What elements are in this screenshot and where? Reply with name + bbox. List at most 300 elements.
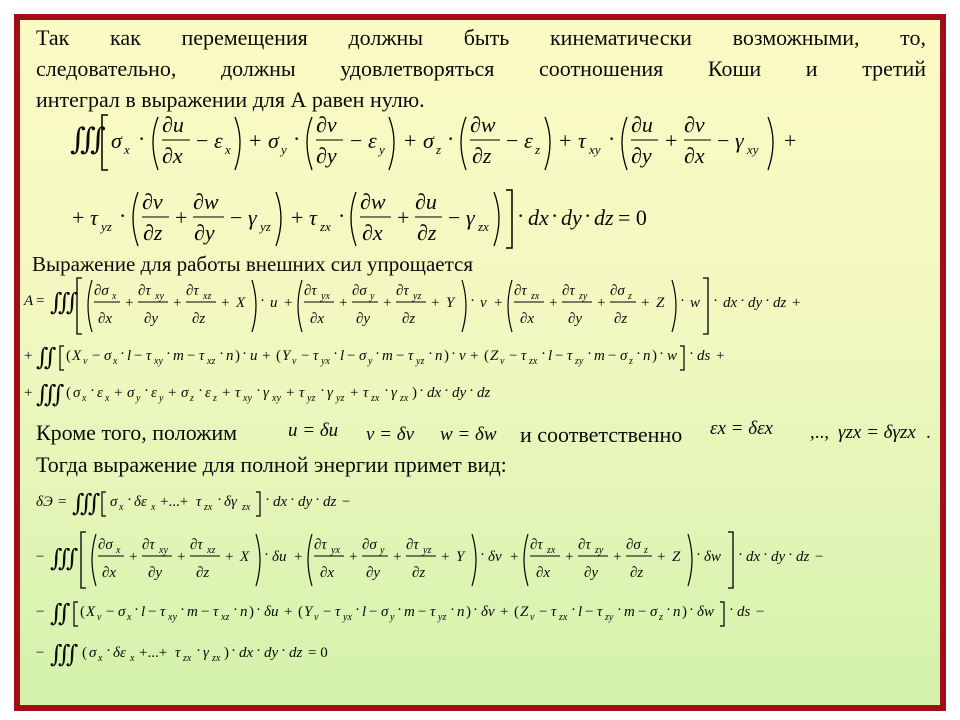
svg-text:z: z bbox=[190, 393, 194, 404]
svg-text:xz: xz bbox=[207, 356, 216, 367]
svg-text:(: ( bbox=[66, 385, 71, 401]
svg-text:m: m bbox=[173, 348, 184, 364]
svg-text:∂z: ∂z bbox=[412, 565, 426, 581]
svg-text:−: − bbox=[347, 348, 356, 364]
svg-text:τ: τ bbox=[335, 604, 341, 620]
svg-text:y: y bbox=[281, 142, 287, 157]
svg-text:+: + bbox=[565, 549, 574, 565]
svg-text:−: − bbox=[448, 205, 461, 230]
svg-text:−: − bbox=[418, 604, 427, 620]
svg-text:xy: xy bbox=[159, 545, 168, 556]
svg-text:∂x: ∂x bbox=[310, 311, 325, 327]
svg-text:y: y bbox=[380, 545, 385, 556]
svg-text:−: − bbox=[396, 348, 405, 364]
svg-text:∂x: ∂x bbox=[98, 311, 113, 327]
svg-text:·: · bbox=[689, 602, 694, 618]
svg-text:∂τ: ∂τ bbox=[578, 537, 591, 553]
svg-text:+: + bbox=[383, 295, 392, 311]
svg-text:·: · bbox=[138, 126, 146, 151]
svg-text:·: · bbox=[469, 383, 474, 399]
svg-text:δv: δv bbox=[488, 549, 502, 565]
svg-text:∂y: ∂y bbox=[194, 220, 215, 245]
energy-heading: Тогда выражение для полной энергии примет вид: bbox=[36, 452, 507, 477]
svg-text:·: · bbox=[763, 547, 768, 563]
svg-text:−: − bbox=[555, 348, 564, 364]
svg-text:l: l bbox=[127, 348, 132, 364]
svg-text:∂σ: ∂σ bbox=[362, 537, 377, 553]
svg-text:v: v bbox=[459, 348, 466, 364]
epsilon-variation: εx = δεx bbox=[710, 418, 773, 439]
svg-text:zx: zx bbox=[559, 612, 568, 623]
svg-text:τ: τ bbox=[430, 604, 436, 620]
svg-text:τ: τ bbox=[90, 205, 98, 230]
svg-text:+: + bbox=[559, 128, 572, 153]
svg-text:y: y bbox=[368, 356, 373, 367]
svg-text:dx: dx bbox=[528, 205, 549, 230]
svg-text:u: u bbox=[270, 295, 278, 311]
svg-text:+...+: +...+ bbox=[139, 645, 168, 661]
svg-text:v: v bbox=[530, 612, 535, 623]
intro-line-1: Так как перемещения должны быть кинематически возможными, то, bbox=[36, 25, 926, 50]
svg-text:·: · bbox=[636, 346, 641, 362]
svg-text:−: − bbox=[756, 604, 765, 620]
svg-text:dz: dz bbox=[323, 494, 337, 510]
svg-text:·: · bbox=[106, 643, 111, 659]
svg-text:·: · bbox=[242, 346, 247, 362]
svg-text:x: x bbox=[105, 393, 110, 404]
svg-text:ε: ε bbox=[205, 385, 211, 401]
svg-text:·: · bbox=[680, 293, 685, 309]
svg-text:∂τ: ∂τ bbox=[562, 283, 575, 299]
svg-text:+: + bbox=[470, 348, 479, 364]
svg-text:dy: dy bbox=[748, 295, 763, 311]
svg-text:+: + bbox=[286, 385, 295, 401]
svg-text:∂τ: ∂τ bbox=[406, 537, 419, 553]
svg-text:ds: ds bbox=[737, 604, 751, 620]
svg-text:): ) bbox=[466, 604, 471, 620]
intro-line-2: следовательно, должны удовлетворяться соотношения Коши и третий bbox=[36, 56, 926, 81]
svg-text:x: x bbox=[225, 142, 231, 157]
svg-text:τ: τ bbox=[551, 604, 557, 620]
svg-text:z: z bbox=[628, 291, 632, 302]
svg-text:dz: dz bbox=[594, 205, 614, 230]
svg-text:v: v bbox=[97, 612, 102, 623]
svg-text:+: + bbox=[613, 549, 622, 565]
svg-text:A: A bbox=[24, 293, 34, 309]
svg-text:∂σ: ∂σ bbox=[352, 283, 367, 299]
svg-text:dx: dx bbox=[273, 494, 288, 510]
svg-text:τ: τ bbox=[175, 645, 181, 661]
moreover-resp: и соответственно bbox=[520, 422, 683, 447]
svg-text:∭: ∭ bbox=[70, 123, 106, 156]
svg-text:+: + bbox=[72, 205, 85, 230]
intro-line-3: интеграл в выражении для А равен нулю. bbox=[36, 87, 425, 112]
svg-text:γ: γ bbox=[248, 205, 257, 230]
svg-text:σ: σ bbox=[110, 494, 118, 510]
gamma-variation: γzx = δγzx bbox=[838, 422, 916, 443]
svg-text:v: v bbox=[83, 356, 88, 367]
svg-text:dz: dz bbox=[796, 549, 810, 565]
svg-text:zx: zx bbox=[242, 502, 251, 513]
svg-text:∂τ: ∂τ bbox=[530, 537, 543, 553]
svg-text:−: − bbox=[187, 348, 196, 364]
svg-text:+: + bbox=[175, 205, 188, 230]
svg-text:·: · bbox=[375, 346, 380, 362]
svg-text:·: · bbox=[256, 643, 261, 659]
svg-text:x: x bbox=[124, 142, 130, 157]
svg-text:∂x: ∂x bbox=[520, 311, 535, 327]
svg-text:+: + bbox=[24, 385, 33, 401]
svg-text:γ: γ bbox=[327, 385, 333, 401]
svg-text:dy: dy bbox=[771, 549, 786, 565]
svg-text:·: · bbox=[196, 643, 201, 659]
svg-text:+: + bbox=[641, 295, 650, 311]
svg-text:zx: zx bbox=[212, 653, 221, 664]
svg-text:∂z: ∂z bbox=[192, 311, 206, 327]
svg-text:∂u: ∂u bbox=[162, 112, 184, 137]
svg-text:v: v bbox=[480, 295, 487, 311]
svg-text:·: · bbox=[551, 203, 559, 228]
u-variation: u = δu bbox=[288, 420, 339, 441]
svg-text:X: X bbox=[240, 549, 250, 565]
svg-text:l: l bbox=[578, 604, 583, 620]
svg-text:z: z bbox=[213, 393, 217, 404]
svg-text:∂σ: ∂σ bbox=[610, 283, 625, 299]
svg-text:Y: Y bbox=[456, 549, 465, 565]
svg-text:δu: δu bbox=[272, 549, 287, 565]
svg-text:σ: σ bbox=[89, 645, 97, 661]
svg-text:·: · bbox=[119, 203, 127, 228]
svg-text:·: · bbox=[765, 293, 770, 309]
svg-text:+: + bbox=[350, 385, 359, 401]
svg-text:∂u: ∂u bbox=[631, 112, 653, 137]
svg-text:·: · bbox=[256, 383, 261, 399]
svg-text:yz: yz bbox=[423, 545, 432, 556]
svg-text:+: + bbox=[177, 549, 186, 565]
svg-text:∭: ∭ bbox=[50, 290, 79, 316]
svg-text:·: · bbox=[231, 643, 236, 659]
svg-text:Y: Y bbox=[282, 348, 291, 364]
svg-text:∂y: ∂y bbox=[584, 565, 599, 581]
svg-text:σ: σ bbox=[118, 604, 126, 620]
svg-text:∂τ: ∂τ bbox=[138, 283, 151, 299]
svg-text:·: · bbox=[217, 492, 222, 508]
svg-text:zx: zx bbox=[478, 219, 489, 234]
svg-text:zx: zx bbox=[531, 291, 540, 302]
svg-text:∂z: ∂z bbox=[630, 565, 644, 581]
svg-text:xz: xz bbox=[207, 545, 216, 556]
svg-text:yx: yx bbox=[321, 291, 330, 302]
svg-text:zy: zy bbox=[575, 356, 584, 367]
svg-text:τ: τ bbox=[363, 385, 369, 401]
moreover-lead: Кроме того, положим bbox=[36, 420, 238, 445]
svg-text:∂z: ∂z bbox=[402, 311, 416, 327]
svg-text:·: · bbox=[659, 346, 664, 362]
ellipsis: ,.., bbox=[810, 422, 829, 443]
svg-text:−: − bbox=[539, 604, 548, 620]
svg-text:zx: zx bbox=[183, 653, 192, 664]
svg-text:+: + bbox=[284, 295, 293, 311]
svg-text:τ: τ bbox=[578, 128, 586, 153]
svg-text:σ: σ bbox=[104, 348, 112, 364]
svg-text:·: · bbox=[90, 383, 95, 399]
svg-text:l: l bbox=[362, 604, 367, 620]
svg-text:n: n bbox=[226, 348, 234, 364]
svg-text:·: · bbox=[473, 602, 478, 618]
svg-text:∂x: ∂x bbox=[102, 565, 117, 581]
svg-text:σ: σ bbox=[423, 128, 434, 153]
svg-text:zy: zy bbox=[605, 612, 614, 623]
svg-text:y: y bbox=[390, 612, 395, 623]
svg-text:l: l bbox=[141, 604, 146, 620]
svg-text:n: n bbox=[435, 348, 443, 364]
svg-text:−: − bbox=[506, 128, 519, 153]
svg-text:z: z bbox=[436, 142, 442, 157]
svg-text:w: w bbox=[667, 348, 678, 364]
svg-text:γ: γ bbox=[391, 385, 397, 401]
svg-text:Z: Z bbox=[672, 549, 681, 565]
svg-text:σ: σ bbox=[359, 348, 367, 364]
svg-text:·: · bbox=[541, 346, 546, 362]
svg-text:∂x: ∂x bbox=[362, 220, 383, 245]
svg-text:∂τ: ∂τ bbox=[304, 283, 317, 299]
svg-text:X: X bbox=[72, 348, 82, 364]
svg-text:·: · bbox=[729, 602, 734, 618]
svg-text:y: y bbox=[136, 393, 141, 404]
svg-text:xy: xy bbox=[155, 291, 164, 302]
svg-text:+: + bbox=[291, 205, 304, 230]
svg-text:δw: δw bbox=[704, 549, 721, 565]
svg-text:zx: zx bbox=[547, 545, 556, 556]
svg-text:σ: σ bbox=[620, 348, 628, 364]
svg-text:): ) bbox=[412, 385, 417, 401]
svg-text:z: z bbox=[659, 612, 663, 623]
svg-text:(: ( bbox=[514, 604, 519, 620]
svg-text:ε: ε bbox=[214, 128, 223, 153]
svg-text:∂τ: ∂τ bbox=[396, 283, 409, 299]
svg-text:·: · bbox=[666, 602, 671, 618]
svg-text:−: − bbox=[148, 604, 157, 620]
svg-text:w: w bbox=[690, 295, 701, 311]
svg-text:τ: τ bbox=[521, 348, 527, 364]
svg-text:ε: ε bbox=[368, 128, 377, 153]
svg-text:xy: xy bbox=[243, 393, 252, 404]
svg-text:+: + bbox=[339, 295, 348, 311]
svg-text:∂z: ∂z bbox=[417, 220, 437, 245]
svg-text:Z: Z bbox=[656, 295, 665, 311]
svg-text:yz: yz bbox=[307, 393, 316, 404]
svg-text:x: x bbox=[98, 653, 103, 664]
svg-text:ds: ds bbox=[697, 348, 711, 364]
svg-text:yx: yx bbox=[331, 545, 340, 556]
svg-text:·: · bbox=[738, 547, 743, 563]
svg-text:+: + bbox=[397, 205, 410, 230]
svg-text:yz: yz bbox=[413, 291, 422, 302]
svg-text:x: x bbox=[82, 393, 87, 404]
svg-text:·: · bbox=[338, 203, 346, 228]
svg-text:∂σ: ∂σ bbox=[626, 537, 641, 553]
svg-text:∂y: ∂y bbox=[316, 143, 337, 168]
svg-text:yz: yz bbox=[416, 356, 425, 367]
svg-text:): ) bbox=[249, 604, 254, 620]
svg-text:−: − bbox=[92, 348, 101, 364]
svg-text:yz: yz bbox=[260, 219, 271, 234]
svg-text:xz: xz bbox=[221, 612, 230, 623]
svg-text:∂τ: ∂τ bbox=[142, 537, 155, 553]
svg-text:·: · bbox=[517, 203, 525, 228]
svg-text:z: z bbox=[629, 356, 633, 367]
svg-text:v: v bbox=[500, 356, 505, 367]
svg-text:X: X bbox=[236, 295, 246, 311]
svg-text:−: − bbox=[509, 348, 518, 364]
svg-text:+: + bbox=[284, 604, 293, 620]
svg-text:−: − bbox=[196, 128, 209, 153]
svg-text:xy: xy bbox=[168, 612, 177, 623]
svg-text:y: y bbox=[159, 393, 164, 404]
svg-text:·: · bbox=[198, 383, 203, 399]
svg-text:∂τ: ∂τ bbox=[186, 283, 199, 299]
svg-text:∂w: ∂w bbox=[470, 112, 496, 137]
svg-text:σ: σ bbox=[73, 385, 81, 401]
svg-text:+: + bbox=[225, 549, 234, 565]
svg-text:+: + bbox=[24, 348, 33, 364]
svg-text:∂u: ∂u bbox=[415, 189, 437, 214]
svg-text:∂z: ∂z bbox=[614, 311, 628, 327]
svg-text:·: · bbox=[260, 293, 265, 309]
svg-text:(: ( bbox=[298, 604, 303, 620]
svg-text:τ: τ bbox=[235, 385, 241, 401]
svg-text:·: · bbox=[617, 602, 622, 618]
svg-text:·: · bbox=[264, 547, 269, 563]
slide-frame bbox=[14, 14, 946, 711]
svg-text:−: − bbox=[717, 128, 730, 153]
svg-text:∂σ: ∂σ bbox=[98, 537, 113, 553]
svg-text:τ: τ bbox=[408, 348, 414, 364]
svg-text:xy: xy bbox=[589, 142, 601, 157]
svg-text:·: · bbox=[333, 346, 338, 362]
svg-text:+: + bbox=[500, 604, 509, 620]
svg-text:∂z: ∂z bbox=[143, 220, 163, 245]
svg-text:−: − bbox=[369, 604, 378, 620]
svg-text:x: x bbox=[113, 356, 118, 367]
svg-text:∂y: ∂y bbox=[144, 311, 159, 327]
svg-text:+: + bbox=[597, 295, 606, 311]
svg-text:dx: dx bbox=[746, 549, 761, 565]
svg-text:yz: yz bbox=[101, 219, 112, 234]
svg-text:−: − bbox=[36, 645, 45, 661]
svg-text:σ: σ bbox=[181, 385, 189, 401]
svg-text:zy: zy bbox=[595, 545, 604, 556]
svg-text:·: · bbox=[134, 602, 139, 618]
svg-text:=: = bbox=[36, 293, 45, 309]
svg-text:·: · bbox=[608, 126, 616, 151]
svg-text:−: − bbox=[323, 604, 332, 620]
svg-text:−: − bbox=[36, 549, 45, 565]
svg-text:+: + bbox=[349, 549, 358, 565]
svg-text:v: v bbox=[314, 612, 319, 623]
svg-text:δε: δε bbox=[134, 494, 147, 510]
svg-text:−: − bbox=[106, 604, 115, 620]
svg-text:∂y: ∂y bbox=[148, 565, 163, 581]
svg-text:= 0: = 0 bbox=[618, 205, 647, 230]
svg-text:+: + bbox=[494, 295, 503, 311]
svg-text:τ: τ bbox=[196, 494, 202, 510]
svg-text:·: · bbox=[470, 293, 475, 309]
svg-text:·: · bbox=[293, 126, 301, 151]
svg-text:): ) bbox=[224, 645, 229, 661]
svg-text:·: · bbox=[320, 383, 325, 399]
svg-text:dx: dx bbox=[723, 295, 738, 311]
svg-text:−: − bbox=[350, 128, 363, 153]
svg-text:−: − bbox=[608, 348, 617, 364]
svg-text:+: + bbox=[657, 549, 666, 565]
work-heading: Выражение для работы внешних сил упрощается bbox=[32, 252, 473, 276]
svg-text:·: · bbox=[788, 547, 793, 563]
svg-text:l: l bbox=[340, 348, 345, 364]
svg-text:∂w: ∂w bbox=[360, 189, 386, 214]
svg-text:): ) bbox=[652, 348, 657, 364]
svg-text:∂z: ∂z bbox=[472, 143, 492, 168]
svg-text:m: m bbox=[624, 604, 635, 620]
svg-text:+: + bbox=[125, 295, 134, 311]
svg-text:=: = bbox=[58, 494, 67, 510]
svg-text:−: − bbox=[638, 604, 647, 620]
svg-text:): ) bbox=[444, 348, 449, 364]
svg-text:Z: Z bbox=[490, 348, 499, 364]
svg-text:τ: τ bbox=[213, 604, 219, 620]
svg-text:+: + bbox=[173, 295, 182, 311]
svg-text:·: · bbox=[219, 346, 224, 362]
svg-text:m: m bbox=[594, 348, 605, 364]
svg-text:τ: τ bbox=[199, 348, 205, 364]
svg-text:+: + bbox=[114, 385, 123, 401]
svg-text:x: x bbox=[151, 502, 156, 513]
svg-text:τ: τ bbox=[160, 604, 166, 620]
svg-text:τ: τ bbox=[567, 348, 573, 364]
svg-text:yx: yx bbox=[321, 356, 330, 367]
svg-text:σ: σ bbox=[111, 128, 122, 153]
svg-text:z: z bbox=[535, 142, 541, 157]
svg-text:dx: dx bbox=[239, 645, 254, 661]
svg-text:γ: γ bbox=[466, 205, 475, 230]
svg-text:+: + bbox=[792, 295, 801, 311]
svg-text:x: x bbox=[112, 291, 117, 302]
svg-text:∂x: ∂x bbox=[684, 143, 705, 168]
svg-text:n: n bbox=[673, 604, 681, 620]
svg-text:∭: ∭ bbox=[72, 491, 101, 517]
svg-text:·: · bbox=[419, 383, 424, 399]
svg-text:∬: ∬ bbox=[50, 601, 71, 627]
svg-text:∂y: ∂y bbox=[631, 143, 652, 168]
svg-text:dx: dx bbox=[427, 385, 442, 401]
svg-text:): ) bbox=[235, 348, 240, 364]
svg-text:∂v: ∂v bbox=[316, 112, 337, 137]
svg-text:yz: yz bbox=[336, 393, 345, 404]
svg-text:σ: σ bbox=[381, 604, 389, 620]
svg-text:δε: δε bbox=[113, 645, 126, 661]
svg-text:∂y: ∂y bbox=[568, 311, 583, 327]
svg-text:·: · bbox=[397, 602, 402, 618]
svg-text:xy: xy bbox=[747, 142, 759, 157]
svg-text:+...+: +...+ bbox=[160, 494, 189, 510]
svg-text:yz: yz bbox=[438, 612, 447, 623]
svg-text:∂y: ∂y bbox=[356, 311, 371, 327]
svg-text:·: · bbox=[355, 602, 360, 618]
svg-text:·: · bbox=[689, 346, 694, 362]
svg-text:dy: dy bbox=[264, 645, 279, 661]
svg-text:·: · bbox=[450, 602, 455, 618]
svg-text:+: + bbox=[249, 128, 262, 153]
